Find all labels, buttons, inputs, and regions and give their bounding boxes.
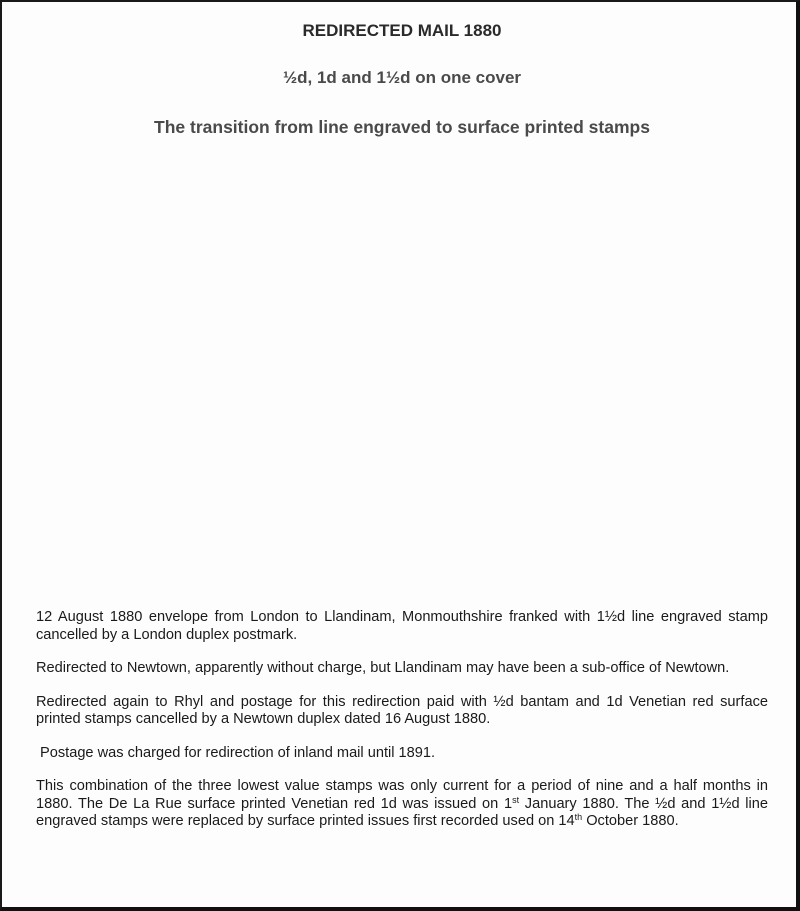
combination-text-3: October 1880. [582,813,679,829]
paragraph-first-redirect: Redirected to Newtown, apparently without charge, but Llandinam may have been a sub-office of Newtown. [36,660,730,676]
paragraph-postage-note: Postage was charged for redirection of inland mail until 1891. [40,744,436,761]
paragraph-combination [36,778,768,831]
paragraph-second-redirect: Redirected again to Rhyl and postage for this redirection paid with ½d bantam and 1d Venetian red surface printed stamps cancelled by a Newtown duplex dated 16 August 1880. [36,693,768,727]
page-subheading: The transition from line engraved to surface printed stamps [154,117,650,137]
ordinal-suffix-st: st [512,794,520,805]
paragraph-envelope: 12 August 1880 envelope from London to Llandinam, Monmouthshire franked with 1½d line engraved stamp cancelled by a London duplex postmark. [36,609,768,643]
combination-text-2: January 1880. The ½d and 1½d line engraved stamps were replaced by surface printed issues first recorded used on 14 [36,795,768,829]
page-title: REDIRECTED MAIL 1880 [302,21,502,40]
description-text [36,609,768,831]
page-subtitle: ½d, 1d and 1½d on one cover [282,68,522,87]
ordinal-suffix-th: th [574,812,583,822]
combination-text-1: This combination of the three lowest value stamps was only current for a period of nine and a half months in 1880. The De La Rue surface printed Venetian red 1d was issued on 1 [36,778,768,812]
